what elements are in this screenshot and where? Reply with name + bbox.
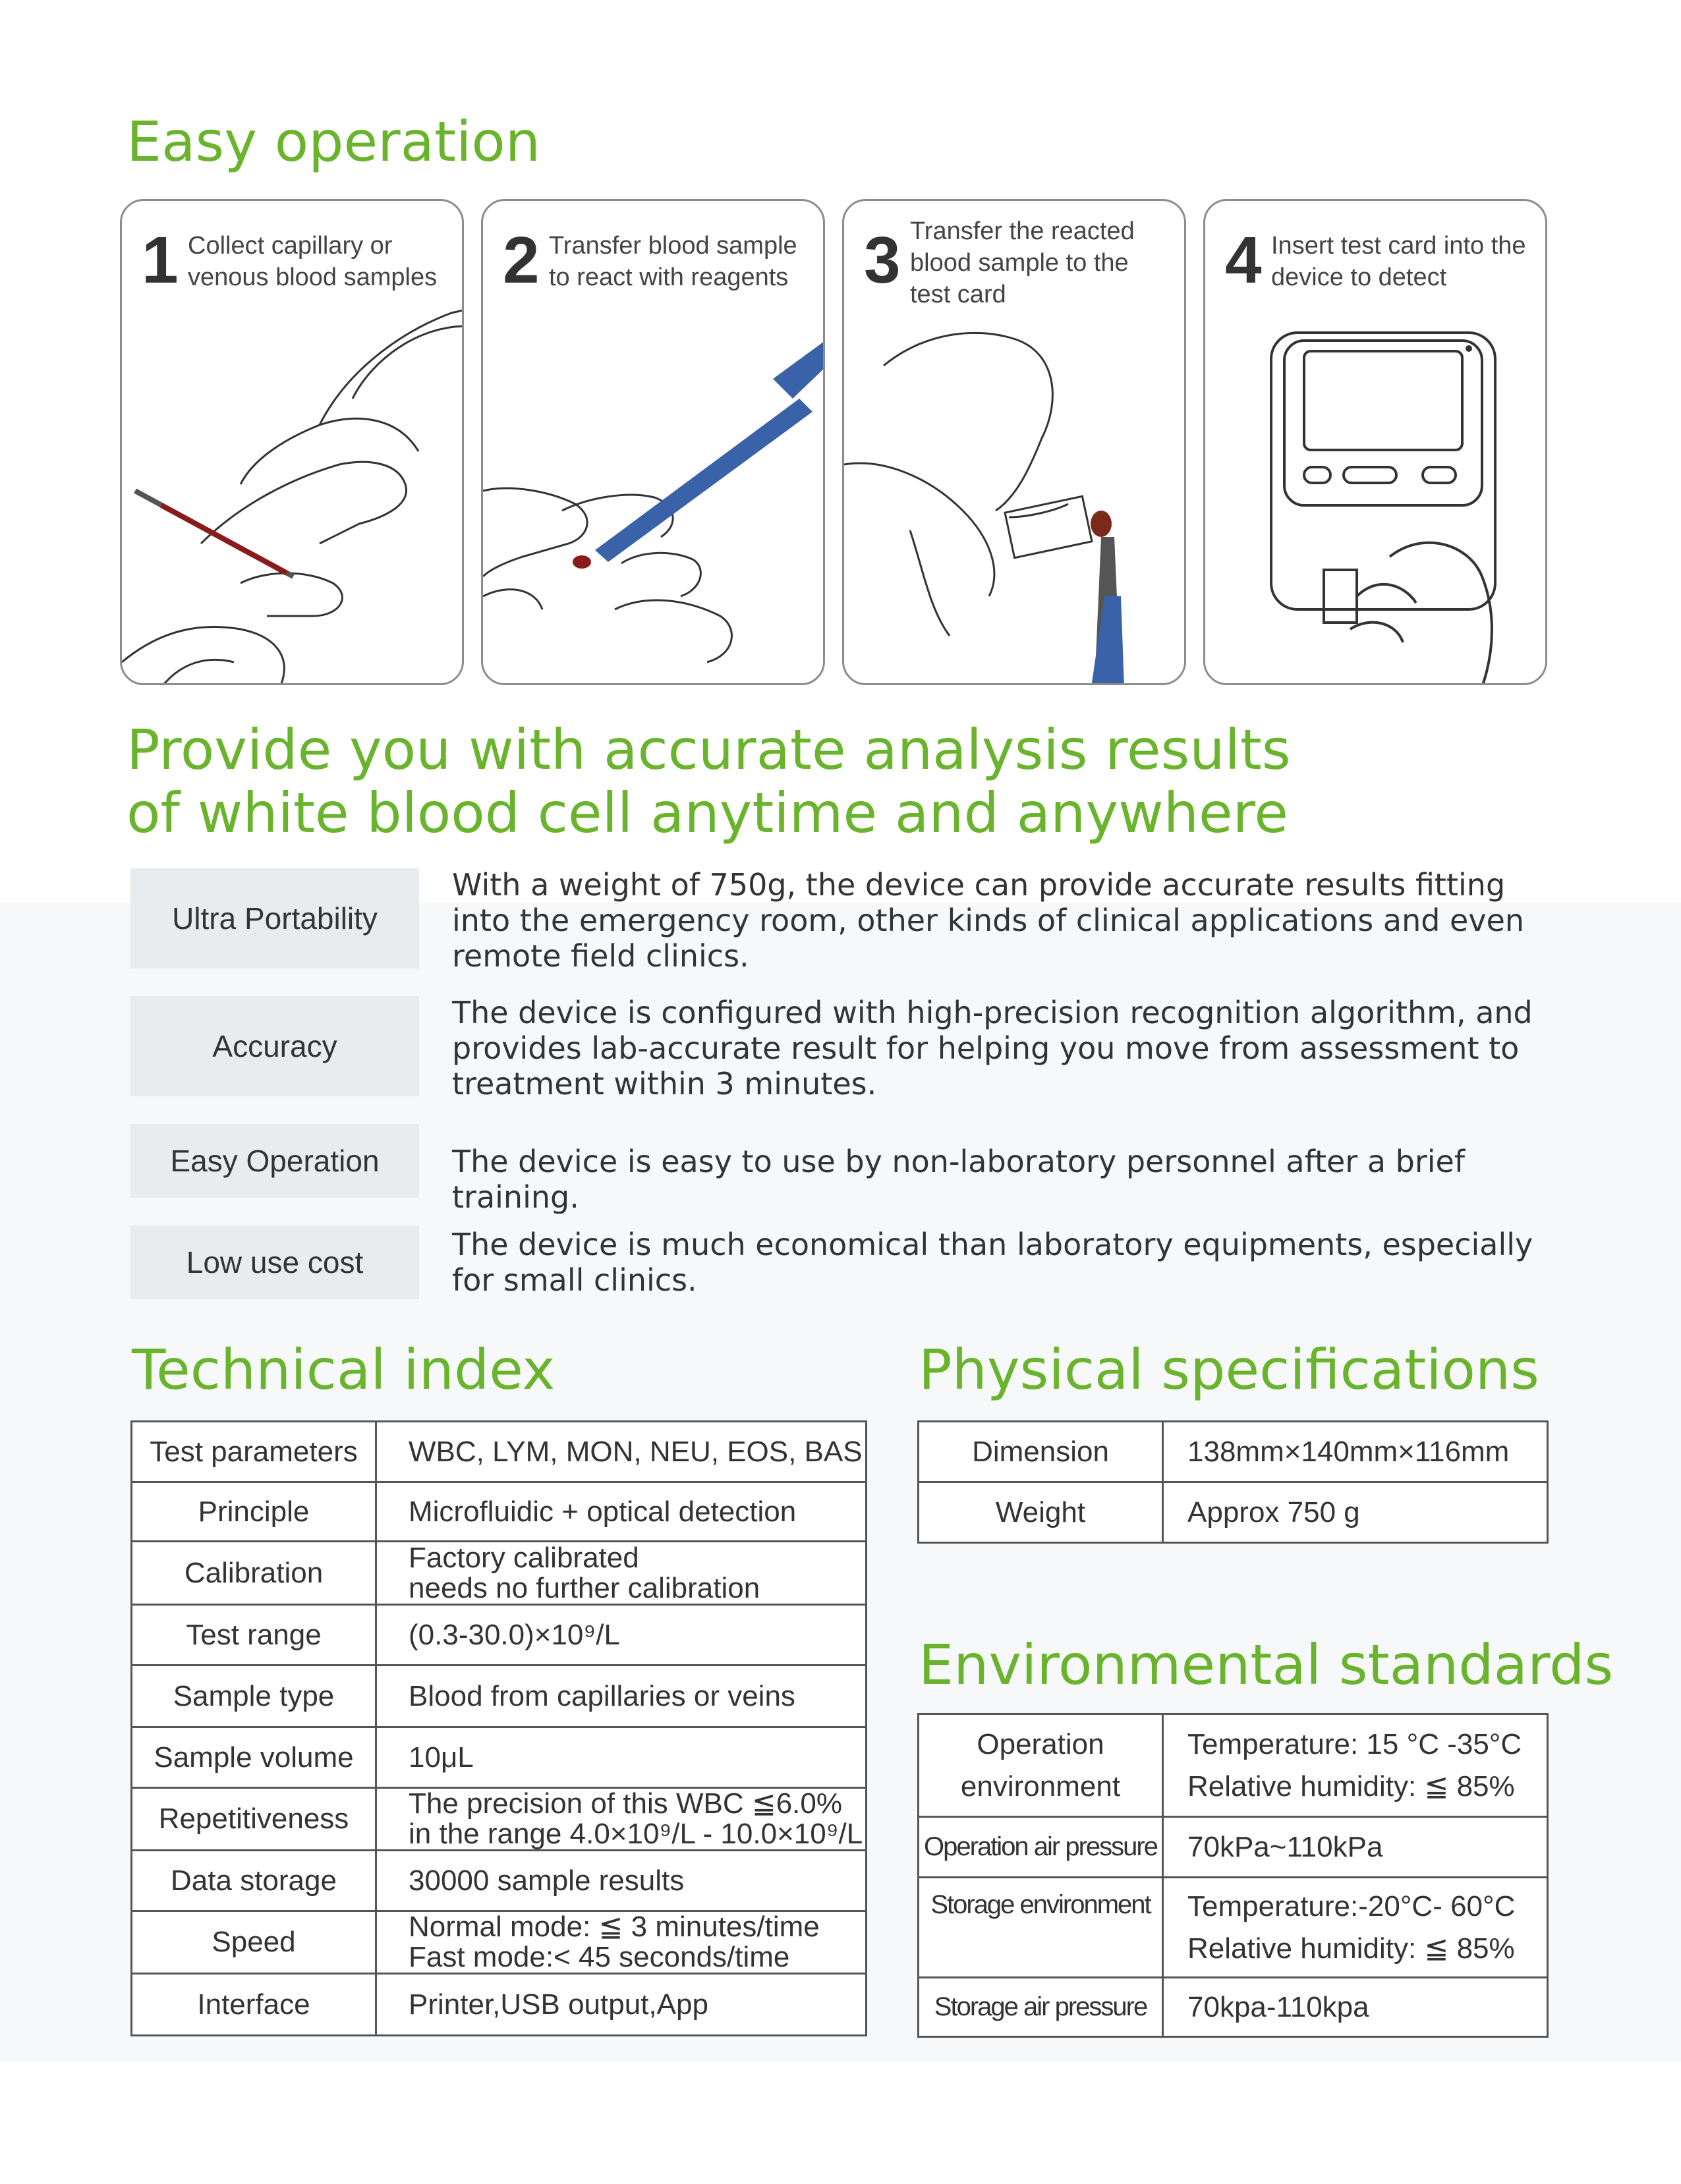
table-key: Operation air pressure [919,1817,1163,1878]
table-key: Dimension [919,1422,1163,1482]
table-row [132,1605,867,1666]
table-row [132,1911,867,1974]
feature-label: Accuracy [130,996,419,1096]
table-key: Sample volume [132,1727,376,1788]
key-line: environment [960,1770,1121,1803]
feature-description: The device is easy to use by non-laboratory personnel after a brief training. [452,1144,1466,1215]
technical-index-title: Technical index [132,1337,556,1402]
title-line-1: Provide you with accurate analysis results [127,717,1291,782]
table-row [132,1851,867,1911]
step-card-3 [842,199,1186,685]
feature-label: Low use cost [130,1225,419,1299]
table-value [376,1788,867,1851]
table-key: Interface [132,1974,376,2036]
table-value: 30000 sample results [376,1851,867,1911]
table-value: Blood from capillaries or veins [376,1666,867,1727]
table-value: WBC, LYM, MON, NEU, EOS, BAS [376,1422,867,1482]
value-line: Temperature: 15 °C -35°C [1187,1727,1522,1760]
value-line: Factory calibrated [409,1541,639,1574]
step-number: 2 [503,223,540,297]
step-number: 3 [864,223,901,297]
table-key: Weight [919,1482,1163,1543]
table-value [1163,1714,1548,1817]
table-row [132,1482,867,1542]
table-row [919,1714,1548,1817]
physical-specifications-table [917,1420,1549,1544]
easy-operation-title: Easy operation [127,109,541,174]
step-card-4 [1203,199,1547,685]
table-key: Speed [132,1911,376,1974]
step-card-2 [481,199,825,685]
value-line: in the range 4.0×10⁹/L - 10.0×10⁹/L [409,1818,863,1850]
step-text: Transfer the reacted blood sample to the test card [910,217,1135,308]
table-value: Microfluidic + optical detection [376,1482,867,1542]
table-key: Principle [132,1482,376,1542]
value-line: Normal mode: ≦ 3 minutes/time [409,1911,820,1943]
environmental-standards-table [917,1713,1549,2038]
table-key: Repetitiveness [132,1788,376,1851]
value-line: Fast mode:< 45 seconds/time [409,1941,790,1973]
step-text: Collect capillary or venous blood samples [188,232,438,291]
physical-specifications-title: Physical specifications [919,1337,1539,1402]
value-line: Relative humidity: ≦ 85% [1187,1932,1515,1965]
title-line-2: of white blood cell anytime and anywhere [127,781,1289,845]
table-value: Approx 750 g [1163,1482,1548,1543]
table-key: Data storage [132,1851,376,1911]
feature-description: With a weight of 750g, the device can provide accurate results fitting into the emergency room, other kinds of clinical applications and even remote field clinics. [452,867,1525,974]
value-line: Temperature:-20°C- 60°C [1187,1890,1516,1922]
feature-description: The device is much economical than laboratory equipments, especially for small clinics. [452,1227,1533,1298]
table-value: Printer,USB output,App [376,1974,867,2036]
table-value [376,1911,867,1974]
table-row [919,1482,1548,1543]
accurate-analysis-title [127,718,1291,845]
value-line: needs no further calibration [409,1571,760,1604]
value-line: Relative humidity: ≦ 85% [1187,1770,1515,1803]
table-key: Test parameters [132,1422,376,1482]
table-row [919,1878,1548,1978]
table-value: (0.3-30.0)×10⁹/L [376,1605,867,1666]
table-row [132,1727,867,1788]
technical-index-table [130,1420,867,2036]
table-row [919,1978,1548,2037]
step-text: Insert test card into the device to detect [1271,232,1526,291]
table-key [919,1714,1163,1817]
table-row [132,1788,867,1851]
table-row [132,1974,867,2036]
table-value [376,1542,867,1605]
feature-label: Easy Operation [130,1124,419,1198]
table-value: 70kPa~110kPa [1163,1817,1548,1878]
table-value: 138mm×140mm×116mm [1163,1422,1548,1482]
table-value [1163,1878,1548,1978]
table-row [919,1817,1548,1878]
table-row [132,1542,867,1605]
table-value: 10μL [376,1727,867,1788]
feature-label: Ultra Portability [130,868,419,968]
table-row [919,1422,1548,1482]
step-number: 4 [1225,223,1262,297]
table-key: Storage air pressure [919,1978,1163,2037]
table-key: Calibration [132,1542,376,1605]
table-key: Sample type [132,1666,376,1727]
step-text: Transfer blood sample to react with reagents [549,232,797,291]
table-row [132,1422,867,1482]
feature-description: The device is configured with high-precision recognition algorithm, and provides lab-accurate result for helping you move from assessment to treatment within 3 minutes. [452,995,1533,1102]
environmental-standards-title: Environmental standards [919,1633,1614,1697]
table-key: Storage environment [919,1878,1163,1978]
step-card-1 [120,199,464,685]
value-line: The precision of this WBC ≦6.0% [409,1787,843,1820]
key-line: Operation [977,1727,1104,1760]
table-key: Test range [132,1605,376,1666]
table-row [132,1666,867,1727]
step-number: 1 [142,223,179,297]
table-value: 70kpa-110kpa [1163,1978,1548,2037]
